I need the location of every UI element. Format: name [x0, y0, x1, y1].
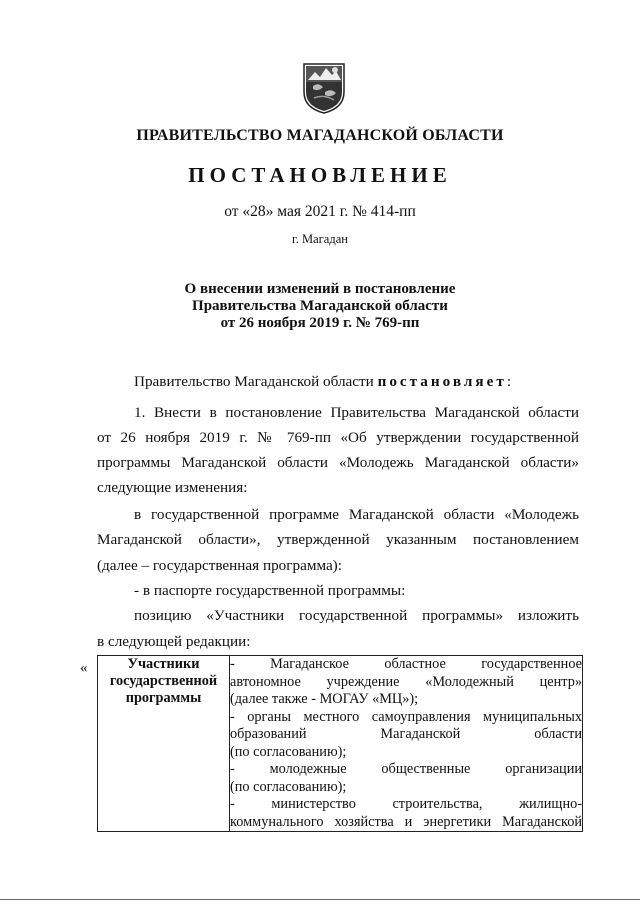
participant-line-3: (далее также - МОГАУ «МЦ»);	[230, 691, 419, 707]
subject-line-1: О внесении изменений в постановление	[184, 281, 456, 297]
participants-heading-cell	[98, 656, 230, 832]
participant-line-2: автономное учреждение «Молодежный центр»	[230, 673, 582, 690]
paragraph-2-line-1: в государственной программе Магаданской области «Молодежь	[134, 506, 579, 523]
intro-colon: :	[506, 373, 512, 390]
heading-line-2: государственной	[109, 673, 218, 689]
participant-line-8: (по согласованию);	[230, 778, 347, 795]
decree-word: постановляет	[377, 373, 507, 390]
participant-line-5: образований Магаданской области	[230, 726, 582, 742]
paragraph-4-line-1: позицию «Участники государственной программы» изложить	[134, 607, 579, 624]
paragraph-4-line-2: в следующей редакции:	[97, 633, 251, 650]
paragraph-3: - в паспорте государственной программы:	[134, 582, 406, 599]
paragraph-2-line-3: (далее – государственная программа):	[97, 557, 342, 574]
participant-line-9: - министерство строительства, жилищно-	[230, 796, 582, 812]
page-bottom-edge	[0, 899, 640, 900]
document-type-title: ПОСТАНОВЛЕНИЕ	[188, 163, 452, 187]
date-and-number: от «28» мая 2021 г. № 414-пп	[224, 203, 416, 220]
heading-line-3: программы	[125, 690, 202, 706]
city-name: г. Магадан	[292, 232, 348, 246]
paragraph-1-line-1: 1. Внести в постановление Правительства Магаданской области	[134, 404, 579, 421]
paragraph-1-line-4: следующие изменения:	[97, 479, 248, 496]
intro-paragraph	[134, 372, 511, 391]
participant-line-7: - молодежные общественные организации	[230, 761, 582, 777]
subject-line-2: Правительства Магаданской области	[192, 298, 448, 314]
participants-list-cell	[230, 656, 583, 832]
table-row	[98, 656, 583, 832]
participant-line-6: (по согласованию);	[230, 743, 347, 760]
paragraph-1-line-2: от 26 ноября 2019 г. № 769-пп «Об утверждении государственной	[97, 429, 579, 446]
government-name: ПРАВИТЕЛЬСТВО МАГАДАНСКОЙ ОБЛАСТИ	[136, 127, 504, 144]
resolution-subject	[0, 281, 640, 332]
coat-of-arms-emblem	[301, 62, 347, 114]
open-quote-mark: «	[80, 660, 88, 676]
subject-line-3: от 26 ноября 2019 г. № 769-пп	[220, 315, 420, 331]
participant-line-1: - Магаданское областное государственное	[230, 656, 582, 672]
participants-table	[97, 655, 583, 832]
heading-line-1: Участники	[127, 656, 200, 672]
paragraph-2-line-2: Магаданской области», утвержденной указанным постановлением	[97, 531, 579, 548]
paragraph-1-line-3: программы Магаданской области «Молодежь Магаданской области»	[97, 454, 579, 471]
intro-prefix: Правительство Магаданской области	[134, 373, 374, 390]
participant-line-4: - органы местного самоуправления муниципальных	[230, 708, 582, 725]
participant-line-10: коммунального хозяйства и энергетики Магаданской	[230, 813, 582, 830]
